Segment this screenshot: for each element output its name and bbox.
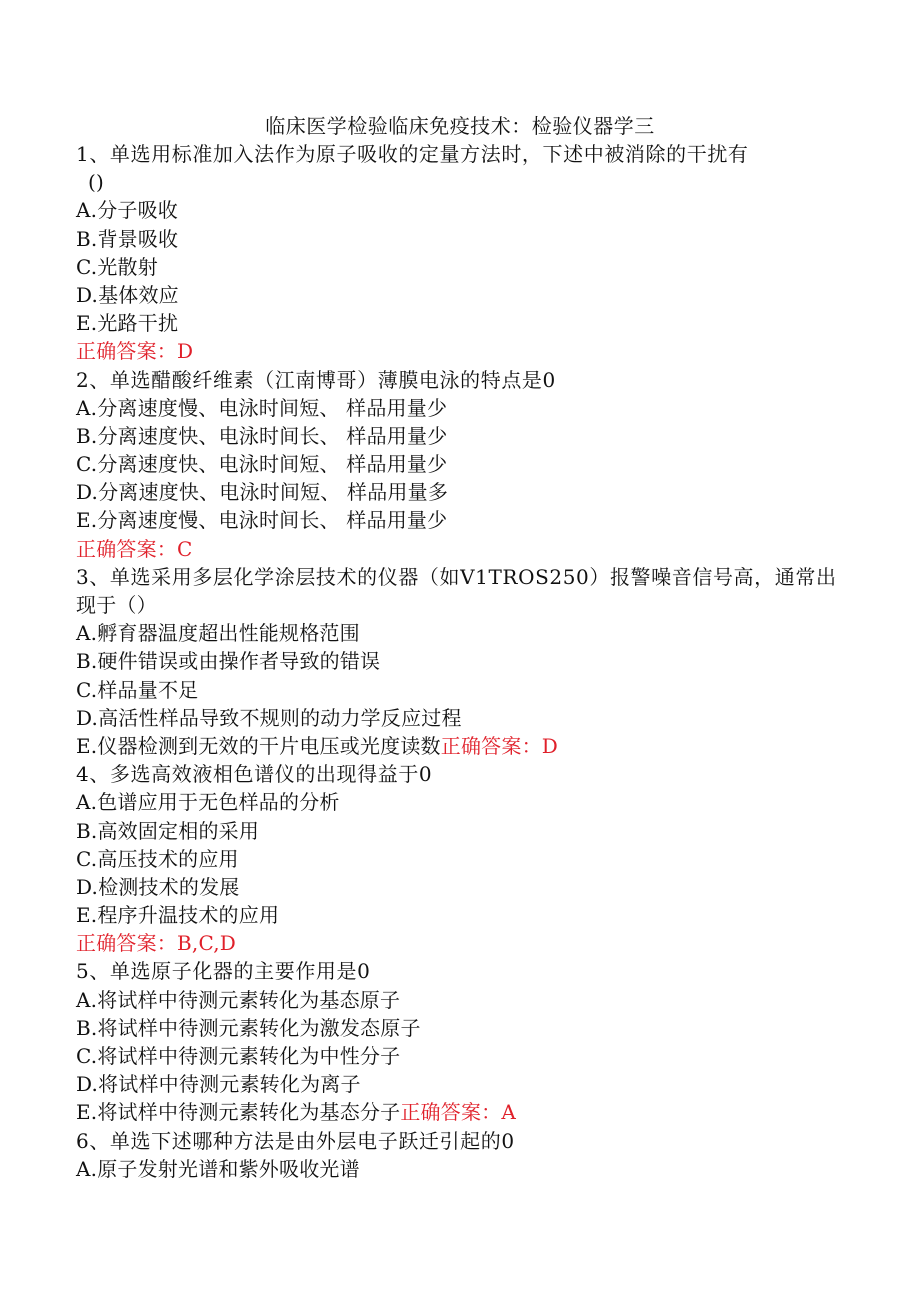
question-3-option-d: D.高活性样品导致不规则的动力学反应过程 — [76, 705, 462, 730]
question-1-option-c: C.光散射 — [76, 254, 158, 279]
question-list — [76, 140, 866, 1183]
question-3-option-a: A.孵育器温度超出性能规格范围 — [76, 621, 360, 646]
question-3-option-e: E.仪器检测到无效的干片电压或光度读数 — [76, 733, 441, 758]
question-1-option-a: A.分子吸收 — [76, 198, 179, 223]
question-4-option-b: B.高效固定相的采用 — [76, 818, 260, 843]
question-5-stem: 5、单选原子化器的主要作用是0 — [76, 959, 371, 984]
question-2-stem: 2、单选醋酸纤维素（江南博哥）薄膜电泳的特点是0 — [76, 367, 556, 392]
question-1-stem-cont: () — [88, 170, 105, 195]
question-3-option-e-with-answer — [76, 732, 866, 760]
question-3-option-b: B.硬件错误或由操作者导致的错误 — [76, 649, 381, 674]
question-5-option-a: A.将试样中待测元素转化为基态原子 — [76, 987, 401, 1012]
question-3-option-c: C.样品量不足 — [76, 677, 199, 702]
question-5-option-b: B.将试样中待测元素转化为激发态原子 — [76, 1015, 421, 1040]
question-3-answer: 正确答案：D — [440, 733, 559, 758]
question-6-option-a: A.原子发射光谱和紫外吸收光谱 — [76, 1156, 360, 1181]
question-1-stem: 1、单选用标准加入法作为原子吸收的定量方法时，下述中被消除的干扰有 — [76, 142, 749, 166]
question-5-answer: 正确答案：A — [400, 1100, 517, 1125]
question-4-option-e: E.程序升温技术的应用 — [76, 903, 280, 928]
question-3-stem-cont: 现于（） — [76, 593, 157, 617]
question-5-option-e: E.将试样中待测元素转化为基态分子 — [76, 1100, 401, 1125]
question-4-stem: 4、多选高效液相色谱仪的出现得益于0 — [76, 762, 433, 787]
question-2-option-a: A.分离速度慢、电泳时间短、 样品用量少 — [76, 395, 448, 420]
question-5-option-d: D.将试样中待测元素转化为离子 — [76, 1072, 361, 1097]
question-2-option-c: C.分离速度快、电泳时间短、 样品用量少 — [76, 452, 448, 477]
question-1-answer: 正确答案：D — [76, 339, 194, 364]
question-4-answer: 正确答案：B,C,D — [76, 931, 237, 956]
question-3-stem: 3、单选采用多层化学涂层技术的仪器（如V1TROS250）报警噪音信号高，通常出 — [76, 564, 837, 589]
question-2-option-b: B.分离速度快、电泳时间长、 样品用量少 — [76, 423, 448, 448]
question-2-answer: 正确答案：C — [76, 536, 193, 561]
question-5-option-c: C.将试样中待测元素转化为中性分子 — [76, 1044, 401, 1068]
question-4-option-d: D.检测技术的发展 — [76, 874, 240, 899]
question-1-option-b: B.背景吸收 — [76, 226, 179, 251]
question-5-option-e-with-answer — [76, 1098, 866, 1126]
document-title: 临床医学检验临床免疫技术：检验仪器学三 — [265, 114, 655, 138]
question-4-option-c: C.高压技术的应用 — [76, 846, 239, 871]
question-1-option-d: D.基体效应 — [76, 282, 179, 307]
question-4-option-a: A.色谱应用于无色样品的分析 — [76, 790, 340, 815]
question-6-stem: 6、单选下述哪种方法是由外层电子跃迁引起的0 — [76, 1128, 515, 1153]
question-2-option-d: D.分离速度快、电泳时间短、 样品用量多 — [76, 480, 449, 505]
question-2-option-e: E.分离速度慢、电泳时间长、 样品用量少 — [76, 508, 448, 533]
question-1-option-e: E.光路干扰 — [76, 311, 179, 336]
